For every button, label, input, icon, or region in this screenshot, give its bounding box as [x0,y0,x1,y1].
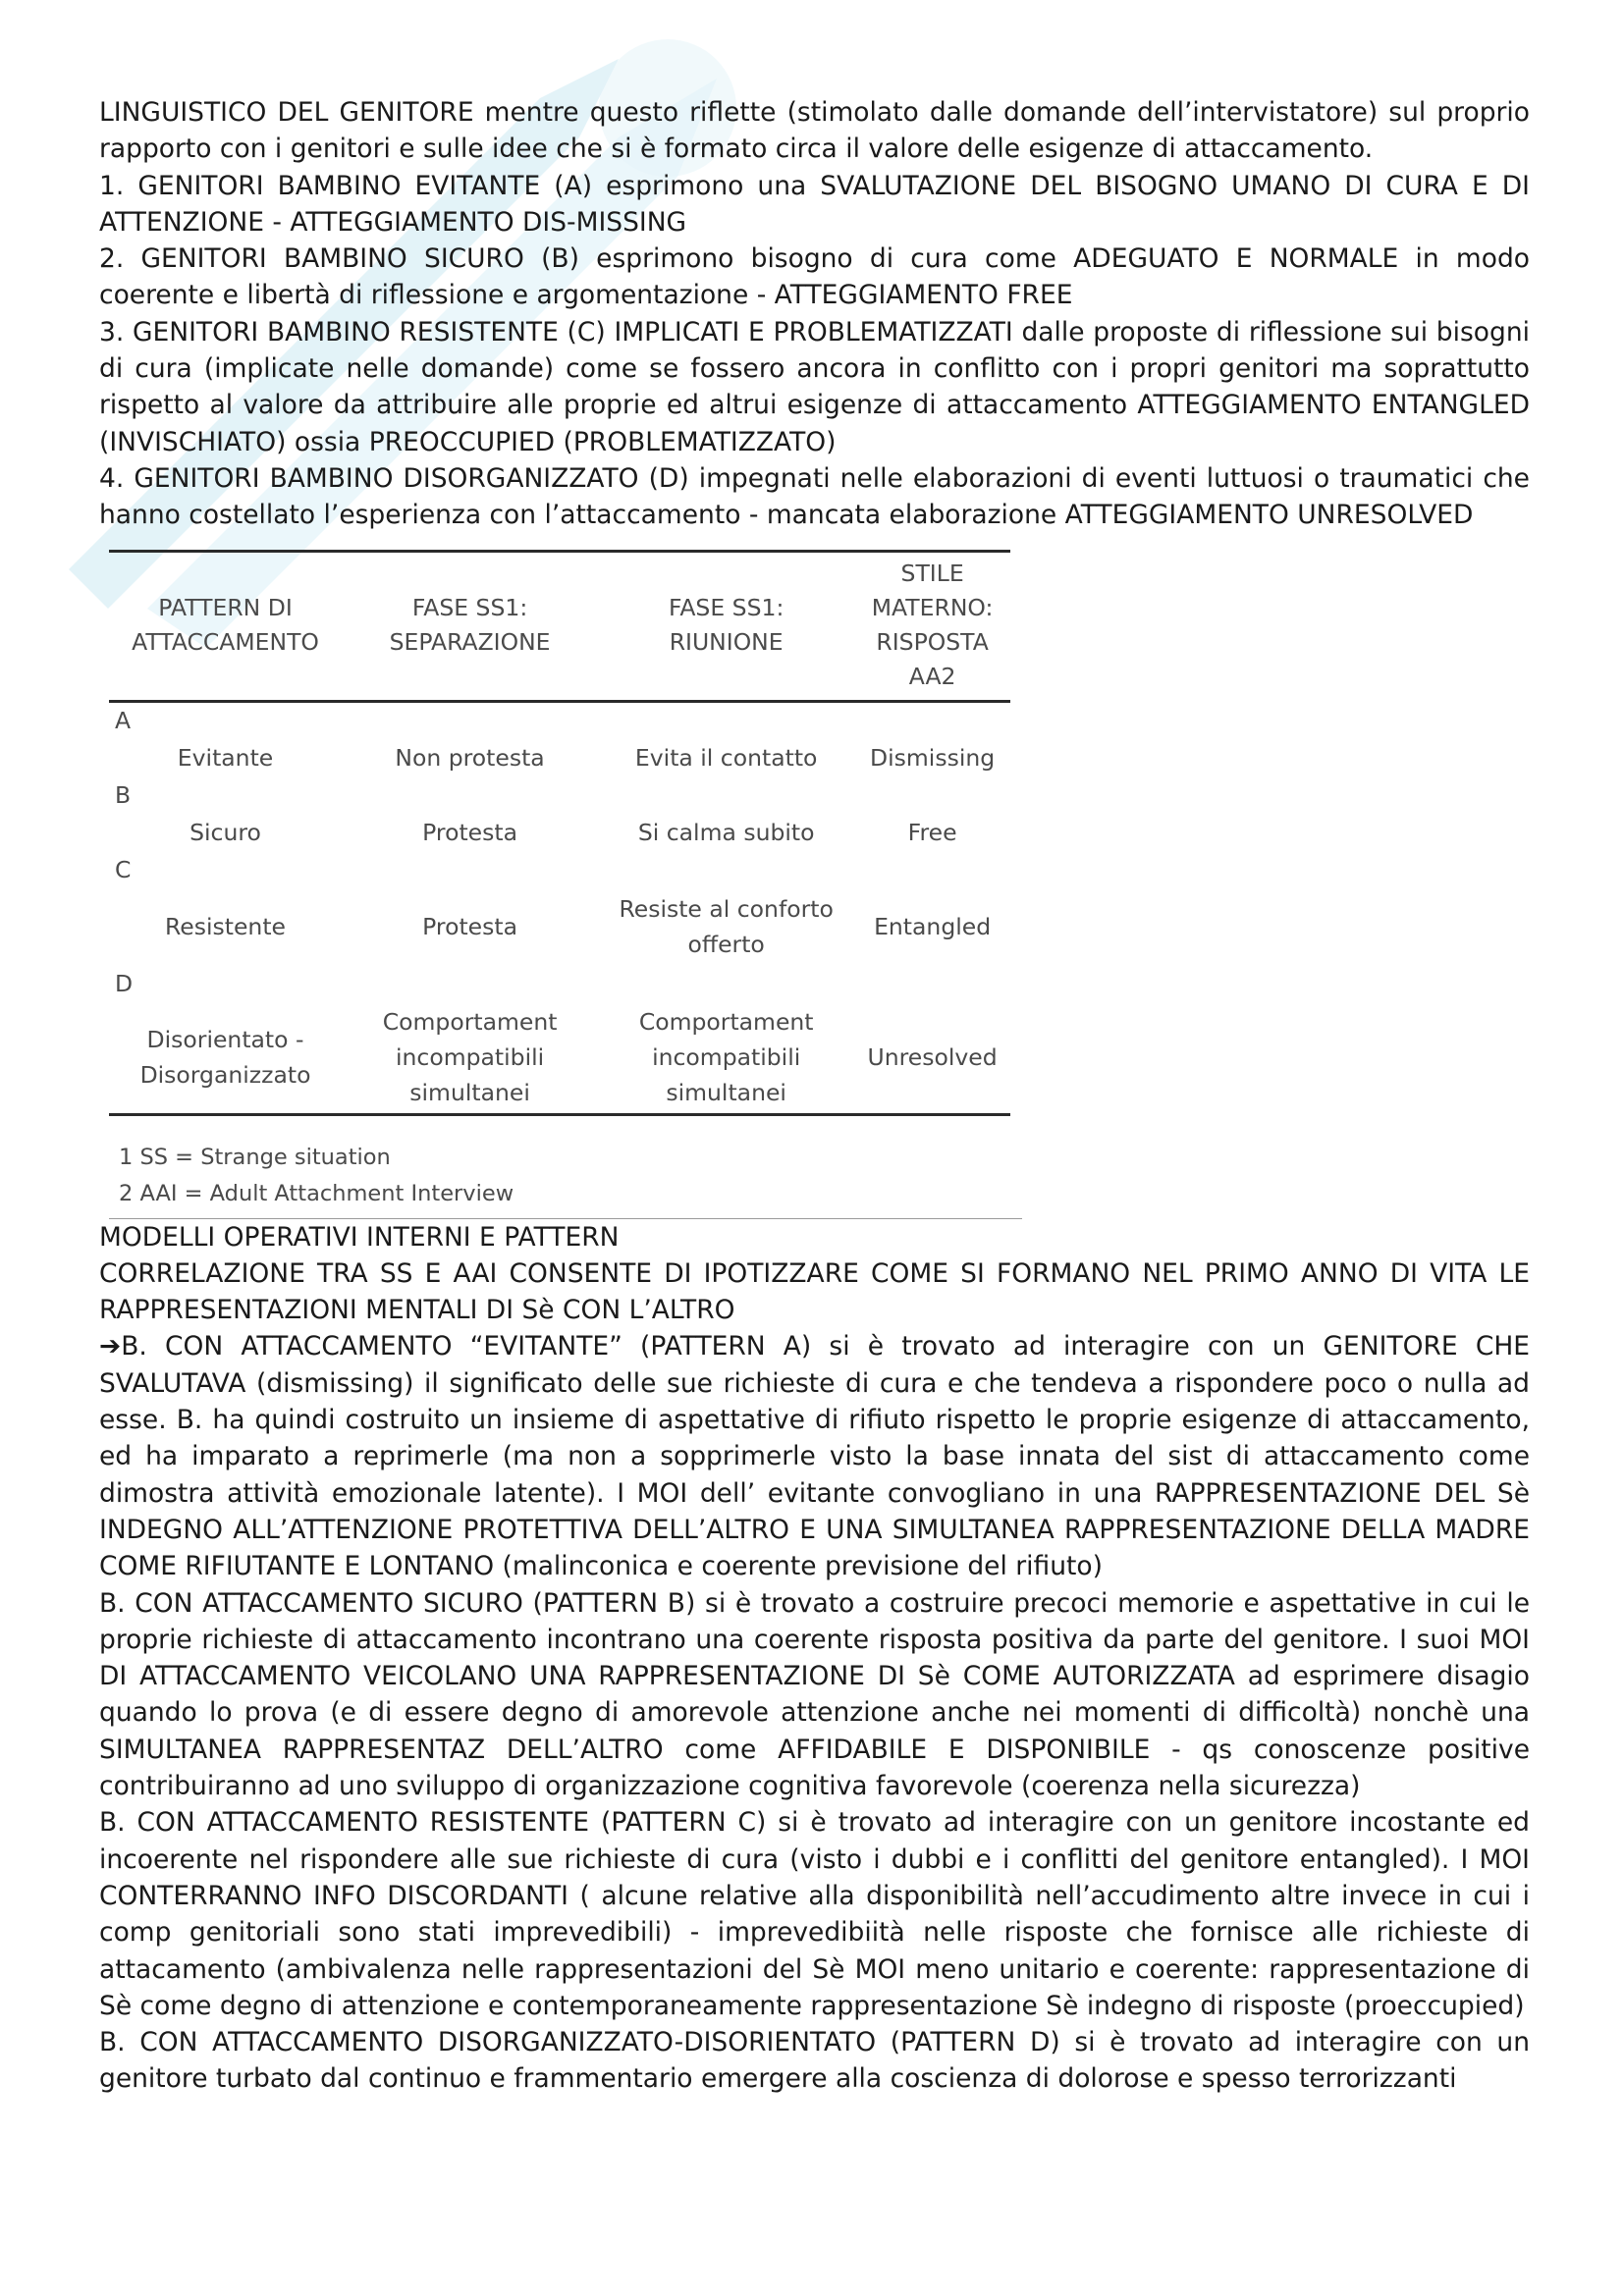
section-intro: CORRELAZIONE TRA SS E AAI CONSENTE DI IPOTIZZARE COME SI FORMANO NEL PRIMO ANNO DI VITA LE RAPPRESENTAZIONI MENTALI DI Sè CON L’ALTRO [99,1257,1530,1326]
table-row [109,1001,1010,1115]
list-item-disorganizzato: 4. GENITORI BAMBINO DISORGANIZZATO (D) impegnati nelle elaborazioni di eventi luttuosi o traumatici che hanno costellato l’esperienza con l’attaccamento - mancata elaborazione ATTEGGIAMENTO UNRESOLVED [99,462,1530,531]
row-letter: A [115,706,132,734]
intro-paragraph: LINGUISTICO DEL GENITORE mentre questo riflette (stimolato dalle domande dell’intervistatore) sul proprio rapporto con i genitori e sulle idee che si è formato circa il valore delle esigenze di attaccamento. [99,97,1530,165]
table-row [109,738,1010,777]
cell-riunione: Si calma subito [637,818,815,846]
cell-separazione: Comportament incompatibili simultanei [382,1007,558,1106]
intro-section [99,94,1530,534]
cell-stile: Dismissing [870,743,996,772]
table-row [109,887,1010,966]
note-aai: 2 AAI = Adult Attachment Interview [119,1180,514,1206]
paragraph-sicuro: B. CON ATTACCAMENTO SICURO (PATTERN B) si è trovato a costruire precoci memorie e aspettative in cui le proprie richieste di attaccamento incontrano una coerente risposta positiva da parte del genitore. I suoi MOI DI ATTACCAMENTO VEICOLANO UNA RAPPRESENTAZIONE DI Sè COME AUTORIZZATA ad esprimere disagio quando lo prova (e di essere degno di amorevole attenzione anche nei momenti di difficoltà) nonchè una SIMULTANEA RAPPRESENTAZ DELL’ALTRO come AFFIDABILE E DISPONIBILE - qs conoscenze positive contribuiranno ad uno sviluppo di organizzazione cognitiva favorevole (coerenza nella sicurezza) [99,1587,1530,1802]
header-separazione: FASE SS1: SEPARAZIONE [342,551,598,701]
cell-pattern: Evitante [177,743,274,772]
moi-section [99,1219,1530,2098]
cell-stile: Free [907,818,957,846]
section-heading: MODELLI OPERATIVI INTERNI E PATTERN [99,1221,620,1253]
cell-pattern: Resistente [165,912,287,940]
cell-separazione: Protesta [422,912,517,940]
note-ss: 1 SS = Strange situation [119,1144,391,1170]
cell-separazione: Non protesta [395,743,545,772]
cell-stile: Unresolved [867,1042,998,1071]
header-riunione: FASE SS1: RIUNIONE [598,551,854,701]
header-stile-materno: STILE MATERNO: RISPOSTA AA2 [854,551,1010,701]
attachment-pattern-table [109,550,1010,1116]
list-item-sicuro: 2. GENITORI BAMBINO SICURO (B) esprimono bisogno di cura come ADEGUATO E NORMALE in modo coerente e libertà di riflessione e argomentazione - ATTEGGIAMENTO FREE [99,243,1530,311]
cell-riunione: Comportament incompatibili simultanei [638,1007,814,1106]
cell-riunione: Evita il contatto [634,743,818,772]
table-row [109,813,1010,852]
list-item-evitante: 1. GENITORI BAMBINO EVITANTE (A) esprimono una SVALUTAZIONE DEL BISOGNO UMANO DI CURA E DI ATTENZIONE - ATTEGGIAMENTO DIS-MISSING [99,170,1530,238]
paragraph-resistente: B. CON ATTACCAMENTO RESISTENTE (PATTERN C) si è trovato ad interagire con un genitore incostante ed incoerente nel rispondere alle sue richieste di cura (visto i dubbi e i conflitti del genitore entangled). I MOI CONTERRANNO INFO DISCORDANTI ( alcune relative alla disponibilità nell’accudimento altre invece in cui i comp genitoriali sono stati imprevedibili) - imprevedibiità nelle risposte che fornisce alle richieste di attacamento (ambivalenza nelle rappresentazioni del Sè MOI meno unitario e coerente: rappresentazione di Sè come degno di attenzione e contemporaneamente rappresentazione Sè indegno di risposte (proeccupied) [99,1807,1530,2021]
cell-stile: Entangled [874,912,992,940]
row-letter: B [115,780,132,809]
figure-divider [109,1218,1022,1219]
cell-pattern: Sicuro [189,818,261,846]
cell-pattern: Disorientato - Disorganizzato [139,1025,311,1089]
document-page [99,94,1530,2098]
row-letter: D [115,969,134,997]
cell-separazione: Protesta [422,818,517,846]
cell-riunione: Resiste al conforto offerto [619,894,834,958]
table-notes [109,1140,1022,1212]
paragraph-evitante: ➔B. CON ATTACCAMENTO “EVITANTE” (PATTERN A) si è trovato ad interagire con un GENITORE CHE SVALUTAVA (dismissing) il significato delle sue richieste di cura e che tendeva a rispondere poco o nulla ad esse. B. ha quindi costruito un insieme di aspettative di rifiuto rispetto le proprie esigenze di attaccamento, ed ha imparato a reprimerle (ma non a sopprimerle visto la base innata del sist di attaccamento come dimostra attività emozionale latente). I MOI dell’ evitante convogliano in una RAPPRESENTAZIONE DEL Sè INDEGNO ALL’ATTENZIONE PROTETTIVA DELL’ALTRO E UNA SIMULTANEA RAPPRESENTAZIONE DELLA MADRE COME RIFIUTANTE E LONTANO (malinconica e coerente previsione del rifiuto) [99,1331,1530,1582]
attachment-table-figure [109,550,1022,1219]
paragraph-disorganizzato: B. CON ATTACCAMENTO DISORGANIZZATO-DISORIENTATO (PATTERN D) si è trovato ad interagire con un genitore turbato dal continuo e frammentario emergere alla coscienza di dolorose e spesso terrorizzanti [99,2027,1530,2095]
list-item-resistente: 3. GENITORI BAMBINO RESISTENTE (C) IMPLICATI E PROBLEMATIZZATI dalle proposte di riflessione sui bisogni di cura (implicate nelle domande) come se fossero ancora in conflitto con i propri genitori ma soprattutto rispetto al valore da attribuire alle proprie ed altrui esigenze di attaccamento ATTEGGIAMENTO ENTANGLED (INVISCHIATO) ossia PREOCCUPIED (PROBLEMATIZZATO) [99,316,1530,457]
row-letter: C [115,855,132,883]
header-pattern: PATTERN DI ATTACCAMENTO [109,551,342,701]
